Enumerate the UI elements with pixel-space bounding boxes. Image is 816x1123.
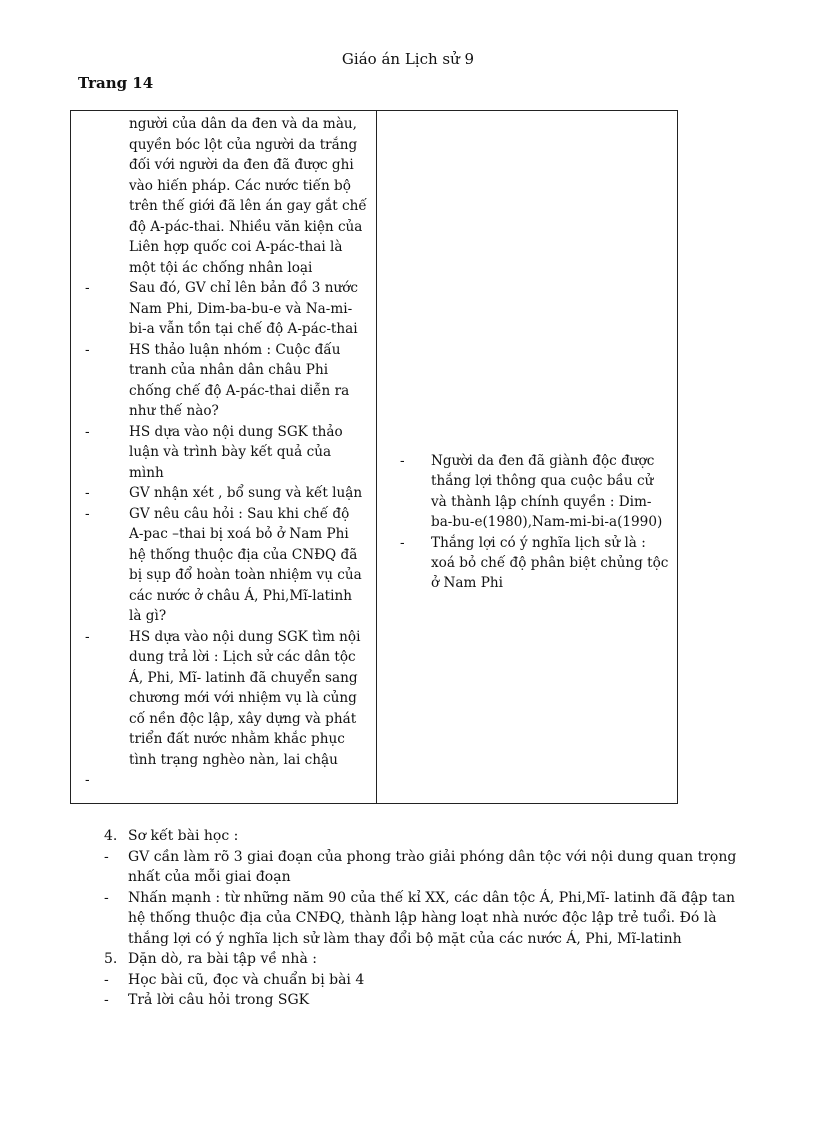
- text-line: HS dựa vào nội dung SGK thảo: [129, 423, 343, 440]
- list-item: [104, 990, 768, 1011]
- bullet-dash: -: [85, 772, 90, 788]
- text-line: [85, 770, 367, 791]
- text-line: quyền bóc lột của người da trắng: [129, 136, 358, 153]
- text-line: HS dựa vào nội dung SGK tìm nội: [129, 628, 361, 645]
- text-line: Người da đen đã giành độc được: [431, 453, 655, 469]
- text-line: tình trạng nghèo nàn, lai chậu: [129, 751, 338, 768]
- text-line: cố nền độc lập, xây dựng và phát: [129, 710, 357, 727]
- section-heading-text: Sơ kết bài học :: [128, 828, 239, 844]
- bullet-dash: -: [104, 971, 109, 988]
- list-item: [85, 483, 367, 504]
- list-item: [85, 422, 367, 484]
- bullet-dash: -: [104, 992, 109, 1008]
- text-line: A-pac –thai bị xoá bỏ ở Nam Phi: [129, 526, 349, 542]
- text-line: chống chế độ A-pác-thai diễn ra: [129, 382, 350, 399]
- lesson-table: [70, 110, 678, 804]
- list-item: [401, 451, 673, 533]
- content-list: [401, 451, 673, 594]
- section-number: 4.: [104, 828, 118, 844]
- list-item: [104, 847, 768, 888]
- text-line: Liên hợp quốc coi A-pác-thai là: [129, 239, 343, 255]
- text-line: là gì?: [129, 608, 167, 624]
- list-item: [401, 533, 673, 594]
- text-line: một tội ác chống nhân loại: [129, 259, 313, 276]
- list-item: [104, 888, 768, 950]
- text-line: như thế nào?: [129, 403, 219, 419]
- text-line: Thắng lợi có ý nghĩa lịch sử là :: [431, 534, 646, 551]
- section-5-heading: [104, 949, 768, 970]
- text-line: hệ thống thuộc địa của CNĐQ, thành lập hàng loạt nhà nước độc lập trẻ tuổi. Đó là: [128, 910, 717, 926]
- text-line: Nhấn mạnh : từ những năm 90 của thế kỉ XX, các dân tộc Á, Phi,Mĩ- latinh đã đập tan: [128, 889, 735, 906]
- text-line: thắng lợi thông qua cuộc bầu cử: [431, 473, 654, 490]
- text-line: xoá bỏ chế độ phân biệt chủng tộc: [431, 555, 669, 572]
- section-4-list: [104, 847, 768, 950]
- list-item: [85, 504, 367, 627]
- text-line: triển đất nước nhằm khắc phục: [129, 731, 345, 747]
- text-line: ba-bu-e(1980),Nam-mi-bi-a(1990): [431, 514, 663, 531]
- text-line: độ A-pác-thai. Nhiều văn kiện của: [129, 218, 363, 235]
- text-line: các nước ở châu Á, Phi,Mĩ-latinh: [129, 587, 352, 604]
- activity-list: [85, 278, 367, 791]
- text-line: Nam Phi, Dim-ba-bu-e và Na-mi-: [129, 300, 353, 317]
- text-line: bi-a vẫn tồn tại chế độ A-pác-thai: [129, 321, 358, 337]
- bullet-dash: -: [85, 341, 90, 358]
- list-item: [85, 627, 367, 771]
- text-line: hệ thống thuộc địa của CNĐQ đã: [129, 546, 358, 563]
- section-4-heading: [104, 826, 768, 847]
- text-line: trên thế giới đã lên án gay gắt chế: [129, 198, 367, 214]
- lesson-content-column: [401, 451, 673, 594]
- text-line: mình: [129, 464, 164, 481]
- section-5-list: [104, 970, 768, 1011]
- bullet-dash: -: [85, 628, 90, 645]
- lesson-summary-section: [104, 826, 768, 1011]
- section-number: 5.: [104, 951, 118, 967]
- bullet-dash: -: [85, 485, 90, 501]
- text-line: Á, Phi, Mĩ- latinh đã chuyển sang: [129, 669, 358, 686]
- bullet-dash: -: [400, 534, 405, 551]
- text-line: người của dân da đen và da màu,: [129, 116, 357, 132]
- text-line: HS thảo luận nhóm : Cuộc đấu: [129, 341, 341, 358]
- text-line: tranh của nhân dân châu Phi: [129, 362, 329, 378]
- text-line: ở Nam Phi: [431, 575, 503, 592]
- text-line: bị sụp đổ hoàn toàn nhiệm vụ của: [129, 567, 362, 583]
- text-line: nhất của mỗi giai đoạn: [128, 869, 291, 885]
- text-line: chương mới với nhiệm vụ là củng: [129, 690, 357, 706]
- bullet-dash: -: [400, 453, 405, 469]
- text-line: Học bài cũ, đọc và chuẩn bị bài 4: [128, 971, 365, 988]
- text-line: dung trả lời : Lịch sử các dân tộc: [129, 649, 356, 665]
- text-line: GV nhận xét , bổ sung và kết luận: [129, 485, 363, 501]
- text-line: Sau đó, GV chỉ lên bản đồ 3 nước: [129, 280, 359, 296]
- text-line: GV nêu câu hỏi : Sau khi chế độ: [129, 505, 350, 522]
- intro-paragraph: [85, 114, 367, 278]
- page-label: Trang 14: [78, 74, 154, 92]
- bullet-dash: -: [85, 423, 90, 440]
- section-heading-text: Dặn dò, ra bài tập về nhà :: [128, 951, 317, 967]
- column-divider: [376, 111, 377, 803]
- list-item: [85, 340, 367, 422]
- text-line: và thành lập chính quyền : Dim-: [431, 493, 652, 510]
- list-item: [85, 770, 367, 791]
- text-line: luận và trình bày kết quả của: [129, 444, 332, 460]
- bullet-dash: -: [85, 505, 90, 522]
- document-title: Giáo án Lịch sử 9: [341, 50, 475, 68]
- bullet-dash: -: [104, 848, 109, 865]
- text-line: Trả lời câu hỏi trong SGK: [128, 992, 310, 1008]
- bullet-dash: -: [104, 889, 109, 906]
- teacher-student-activities-column: [85, 114, 367, 791]
- list-item: [104, 970, 768, 991]
- bullet-dash: -: [85, 280, 90, 296]
- list-item: [85, 278, 367, 340]
- text-line: thắng lợi có ý nghĩa lịch sử làm thay đổi bộ mặt của các nước Á, Phi, Mĩ-latinh: [128, 930, 682, 947]
- text-line: đối với người da đen đã được ghi: [129, 157, 354, 173]
- text-line: vào hiến pháp. Các nước tiến bộ: [129, 177, 351, 194]
- text-line: GV cần làm rõ 3 giai đoạn của phong trào giải phóng dân tộc với nội dung quan trọng: [128, 848, 737, 865]
